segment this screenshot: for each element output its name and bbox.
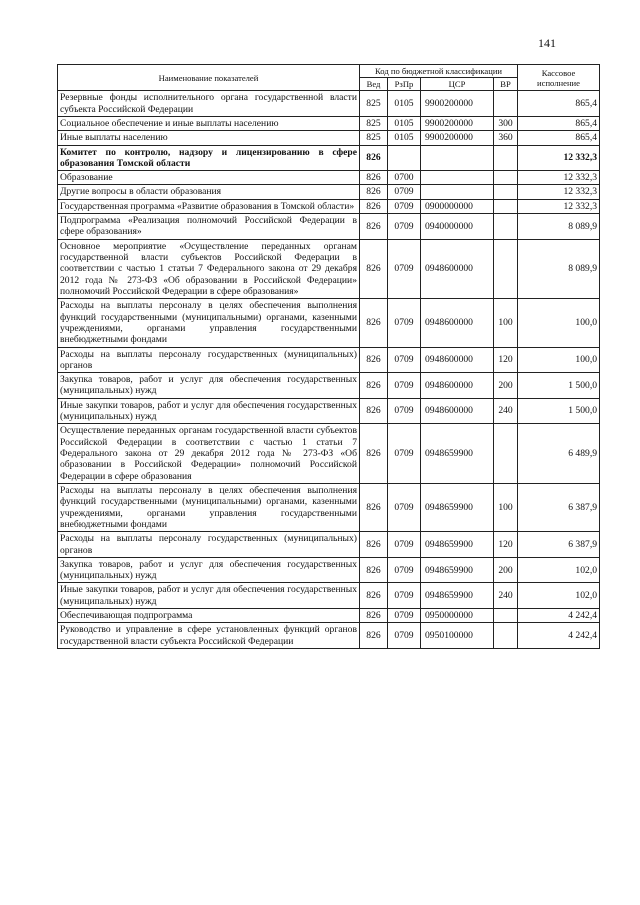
table-row xyxy=(58,131,600,145)
cell-csr: 0940000000 xyxy=(421,214,494,240)
cell-csr: 0948600000 xyxy=(421,347,494,373)
cell-rzpr: 0709 xyxy=(388,214,421,240)
cell-csr: 9900200000 xyxy=(421,131,494,145)
cell-amount: 865,4 xyxy=(518,116,600,130)
cell-ved: 826 xyxy=(360,424,388,484)
cell-amount: 12 332,3 xyxy=(518,199,600,213)
cell-name: Комитет по контролю, надзору и лицензированию в сфере образования Томской области xyxy=(58,145,360,171)
cell-ved: 826 xyxy=(360,347,388,373)
cell-name: Государственная программа «Развитие образования в Томской области» xyxy=(58,199,360,213)
cell-rzpr: 0709 xyxy=(388,347,421,373)
cell-vr: 100 xyxy=(494,299,518,347)
cell-name: Расходы на выплаты персоналу в целях обеспечения выполнения функций государственными (муниципальными) органами, казенными учреждениями, органами управления государственными внебюджетными фондами xyxy=(58,299,360,347)
cell-vr xyxy=(494,424,518,484)
cell-ved: 826 xyxy=(360,483,388,531)
cell-amount: 6 387,9 xyxy=(518,532,600,558)
cell-vr: 240 xyxy=(494,398,518,424)
cell-vr xyxy=(494,199,518,213)
cell-ved: 826 xyxy=(360,299,388,347)
cell-csr: 0950100000 xyxy=(421,623,494,649)
cell-ved: 826 xyxy=(360,583,388,609)
header-vr: ВР xyxy=(494,78,518,91)
cell-rzpr: 0709 xyxy=(388,532,421,558)
cell-amount: 1 500,0 xyxy=(518,373,600,399)
cell-amount: 4 242,4 xyxy=(518,623,600,649)
cell-rzpr xyxy=(388,145,421,171)
header-csr: ЦСР xyxy=(421,78,494,91)
cell-amount: 12 332,3 xyxy=(518,145,600,171)
cell-rzpr: 0709 xyxy=(388,583,421,609)
cell-vr: 100 xyxy=(494,483,518,531)
cell-name: Расходы на выплаты персоналу государственных (муниципальных) органов xyxy=(58,347,360,373)
cell-amount: 1 500,0 xyxy=(518,398,600,424)
cell-name: Закупка товаров, работ и услуг для обеспечения государственных (муниципальных) нужд xyxy=(58,373,360,399)
cell-name: Другие вопросы в области образования xyxy=(58,185,360,199)
cell-vr: 300 xyxy=(494,116,518,130)
table-row xyxy=(58,532,600,558)
cell-name: Социальное обеспечение и иные выплаты населению xyxy=(58,116,360,130)
cell-vr xyxy=(494,145,518,171)
cell-rzpr: 0709 xyxy=(388,373,421,399)
cell-csr: 0948600000 xyxy=(421,239,494,299)
cell-name: Подпрограмма «Реализация полномочий Российской Федерации в сфере образования» xyxy=(58,214,360,240)
cell-vr: 120 xyxy=(494,532,518,558)
cell-rzpr: 0709 xyxy=(388,623,421,649)
cell-amount: 100,0 xyxy=(518,299,600,347)
cell-ved: 826 xyxy=(360,609,388,623)
table-row xyxy=(58,609,600,623)
cell-rzpr: 0105 xyxy=(388,131,421,145)
cell-amount: 100,0 xyxy=(518,347,600,373)
cell-amount: 865,4 xyxy=(518,91,600,117)
cell-vr xyxy=(494,623,518,649)
cell-csr: 0948600000 xyxy=(421,373,494,399)
cell-vr: 240 xyxy=(494,583,518,609)
cell-name: Обеспечивающая подпрограмма xyxy=(58,609,360,623)
table-row xyxy=(58,373,600,399)
table-row xyxy=(58,145,600,171)
cell-amount: 8 089,9 xyxy=(518,214,600,240)
cell-name: Резервные фонды исполнительного органа государственной власти субъекта Российской Федерации xyxy=(58,91,360,117)
cell-amount: 12 332,3 xyxy=(518,185,600,199)
cell-csr: 0948659900 xyxy=(421,583,494,609)
cell-vr xyxy=(494,214,518,240)
cell-csr: 0948600000 xyxy=(421,398,494,424)
cell-ved: 825 xyxy=(360,91,388,117)
header-amount: Кассовое исполнение xyxy=(518,65,600,91)
cell-amount: 12 332,3 xyxy=(518,171,600,185)
table-row xyxy=(58,347,600,373)
cell-rzpr: 0709 xyxy=(388,199,421,213)
cell-ved: 825 xyxy=(360,116,388,130)
cell-csr: 0900000000 xyxy=(421,199,494,213)
cell-name: Закупка товаров, работ и услуг для обеспечения государственных (муниципальных) нужд xyxy=(58,557,360,583)
page-number: 141 xyxy=(538,36,556,50)
cell-ved: 826 xyxy=(360,214,388,240)
cell-ved: 826 xyxy=(360,623,388,649)
table-row xyxy=(58,583,600,609)
table-body xyxy=(58,91,600,649)
cell-name: Иные закупки товаров, работ и услуг для обеспечения государственных (муниципальных) нужд xyxy=(58,398,360,424)
cell-name: Осуществление переданных органам государственной власти субъектов Российской Федерации в соответствии с частью 1 статьи 7 Федерального закона от 29 декабря 2012 года № 273-ФЗ «Об образовании в Российской Федерации» полномочий Российской Федерации в сфере образования xyxy=(58,424,360,484)
table-row xyxy=(58,199,600,213)
table-row xyxy=(58,91,600,117)
cell-rzpr: 0700 xyxy=(388,171,421,185)
cell-vr: 120 xyxy=(494,347,518,373)
cell-ved: 826 xyxy=(360,557,388,583)
cell-rzpr: 0105 xyxy=(388,91,421,117)
cell-name: Расходы на выплаты персоналу государственных (муниципальных) органов xyxy=(58,532,360,558)
cell-csr: 9900200000 xyxy=(421,116,494,130)
cell-rzpr: 0709 xyxy=(388,424,421,484)
table-row xyxy=(58,116,600,130)
header-name: Наименование показателей xyxy=(58,65,360,91)
cell-csr: 0948659900 xyxy=(421,483,494,531)
cell-csr: 9900200000 xyxy=(421,91,494,117)
table-row xyxy=(58,623,600,649)
cell-csr: 0948659900 xyxy=(421,532,494,558)
cell-rzpr: 0105 xyxy=(388,116,421,130)
cell-amount: 865,4 xyxy=(518,131,600,145)
cell-rzpr: 0709 xyxy=(388,609,421,623)
table-header-row xyxy=(58,65,600,78)
cell-csr: 0948659900 xyxy=(421,424,494,484)
cell-name: Иные закупки товаров, работ и услуг для обеспечения государственных (муниципальных) нужд xyxy=(58,583,360,609)
cell-amount: 102,0 xyxy=(518,583,600,609)
table-row xyxy=(58,398,600,424)
table-row xyxy=(58,214,600,240)
cell-ved: 826 xyxy=(360,185,388,199)
cell-amount: 4 242,4 xyxy=(518,609,600,623)
cell-vr xyxy=(494,185,518,199)
table-row xyxy=(58,239,600,299)
cell-csr: 0948600000 xyxy=(421,299,494,347)
cell-ved: 826 xyxy=(360,532,388,558)
cell-ved: 826 xyxy=(360,145,388,171)
cell-name: Образование xyxy=(58,171,360,185)
cell-ved: 826 xyxy=(360,171,388,185)
cell-csr xyxy=(421,171,494,185)
cell-vr xyxy=(494,239,518,299)
cell-vr xyxy=(494,171,518,185)
table-row xyxy=(58,424,600,484)
cell-ved: 825 xyxy=(360,131,388,145)
cell-rzpr: 0709 xyxy=(388,185,421,199)
cell-csr: 0948659900 xyxy=(421,557,494,583)
table-row xyxy=(58,557,600,583)
budget-execution-table xyxy=(57,64,600,649)
header-ved: Вед xyxy=(360,78,388,91)
cell-vr: 200 xyxy=(494,373,518,399)
cell-name: Руководство и управление в сфере установленных функций органов государственной власти субъекта Российской Федерации xyxy=(58,623,360,649)
cell-amount: 6 387,9 xyxy=(518,483,600,531)
cell-ved: 826 xyxy=(360,199,388,213)
cell-vr xyxy=(494,91,518,117)
table-row xyxy=(58,185,600,199)
cell-csr xyxy=(421,185,494,199)
header-code-group: Код по бюджетной классификации xyxy=(360,65,518,78)
cell-amount: 8 089,9 xyxy=(518,239,600,299)
cell-rzpr: 0709 xyxy=(388,483,421,531)
cell-name: Основное мероприятие «Осуществление переданных органам государственной власти субъектов Российской Федерации в соответствии с частью 1 статьи 7 Федерального закона от 29 декабря 2012 года № 273-ФЗ «Об образовании в Российской Федерации» полномочий Российской Федерации в сфере образования» xyxy=(58,239,360,299)
cell-csr: 0950000000 xyxy=(421,609,494,623)
cell-ved: 826 xyxy=(360,398,388,424)
cell-name: Расходы на выплаты персоналу в целях обеспечения выполнения функций государственными (муниципальными) органами, казенными учреждениями, органами управления государственными внебюджетными фондами xyxy=(58,483,360,531)
table-row xyxy=(58,483,600,531)
cell-amount: 6 489,9 xyxy=(518,424,600,484)
cell-rzpr: 0709 xyxy=(388,398,421,424)
cell-amount: 102,0 xyxy=(518,557,600,583)
cell-ved: 826 xyxy=(360,239,388,299)
cell-rzpr: 0709 xyxy=(388,557,421,583)
table-row xyxy=(58,299,600,347)
cell-vr: 200 xyxy=(494,557,518,583)
header-rzpr: РзПр xyxy=(388,78,421,91)
cell-csr xyxy=(421,145,494,171)
cell-name: Иные выплаты населению xyxy=(58,131,360,145)
cell-ved: 826 xyxy=(360,373,388,399)
cell-rzpr: 0709 xyxy=(388,299,421,347)
cell-rzpr: 0709 xyxy=(388,239,421,299)
cell-vr xyxy=(494,609,518,623)
cell-vr: 360 xyxy=(494,131,518,145)
table-row xyxy=(58,171,600,185)
